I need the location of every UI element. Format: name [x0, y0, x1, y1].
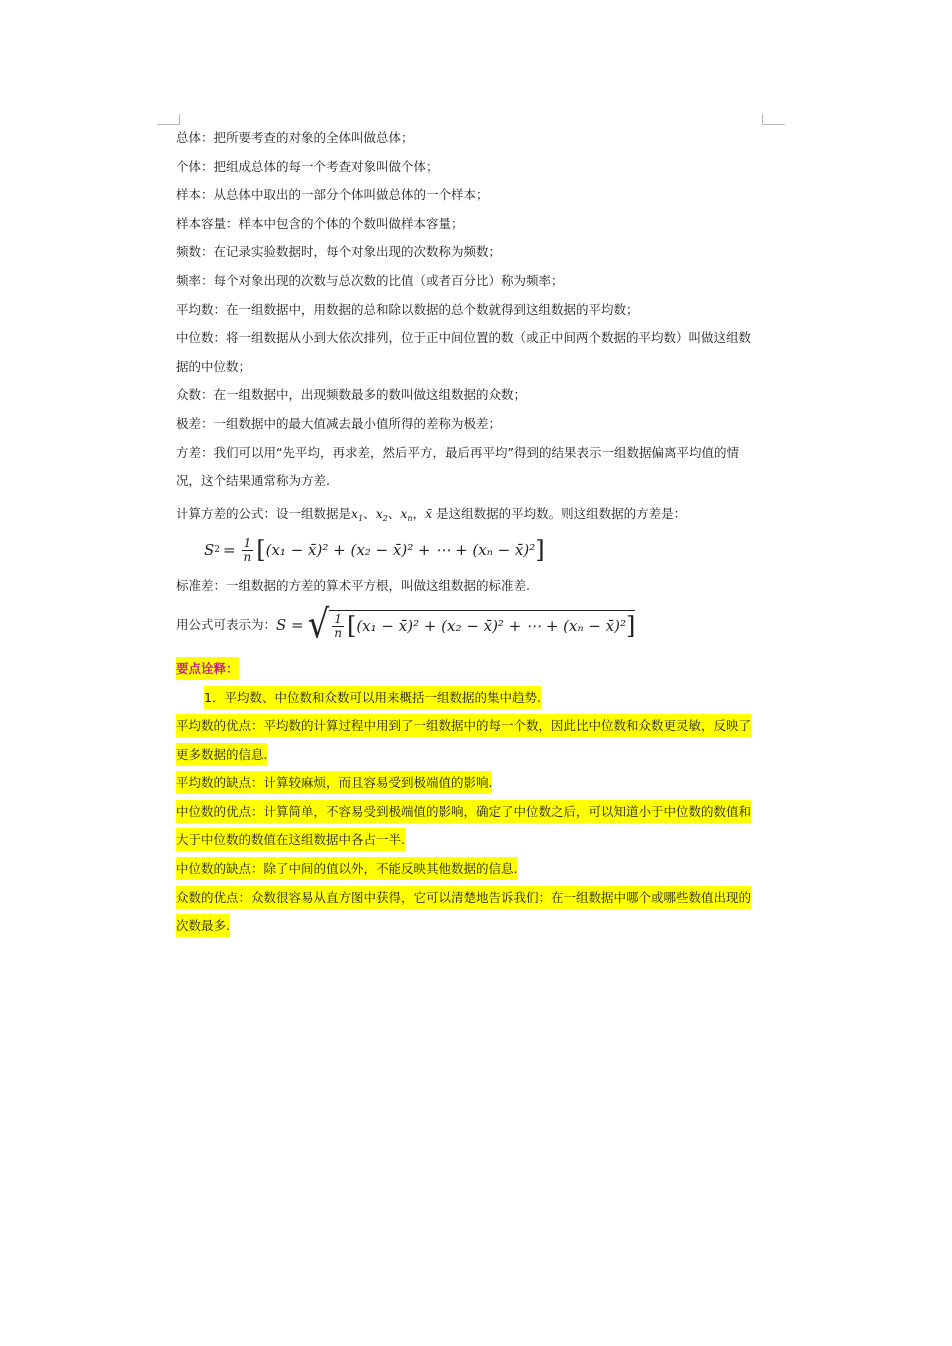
variance-formula-intro: 计算方差的公式：设一组数据是$x_1$、$x_2$、$x_n$，x̄ 是这组数据的平均数。则这组数据的方差是： — [176, 505, 687, 523]
std-formula-prefix: 用公式可表示为： — [176, 616, 277, 632]
sqrt-sign: √ $\frac{1}{n}$ [ (x₁ − x̄)² + (x₂ − x̄)² + ⋯ + (xₙ − x̄)² ] — [307, 601, 636, 648]
mean-disadvantage: 平均数的缺点：计算较麻烦，而且容易受到极端值的影响. — [176, 769, 768, 798]
key-point-1: 1．平均数、中位数和众数可以用来概括一组数据的集中趋势. — [176, 684, 768, 713]
variance-sum: (x₁ − x̄)² + (x₂ − x̄)² + ⋯ + (xₙ − x̄)² — [265, 541, 536, 560]
std-dev-definition: 标准差：一组数据的方差的算术平方根，叫做这组数据的标准差. — [176, 578, 530, 594]
std-dev-formula-row — [176, 601, 768, 649]
definition-median-line2: 据的中位数； — [176, 358, 252, 374]
median-advantage-line2: 大于中位数的数值在这组数据中各占一半. — [176, 826, 768, 855]
var-xn: $x_n$ — [400, 505, 413, 523]
document-page — [176, 124, 768, 941]
median-disadvantage: 中位数的缺点：除了中间的值以外，不能反映其他数据的信息. — [176, 855, 768, 884]
definition-frequency-rate: 频率：每个对象出现的次数与总次数的比值（或者百分比）称为频率； — [176, 272, 564, 288]
definition-frequency-count: 频数：在记录实验数据时，每个对象出现的次数称为频数； — [176, 244, 502, 260]
definition-median-line1: 中位数：将一组数据从小到大依次排列，位于正中间位置的数（或正中间两个数据的平均数）叫做这组数 — [176, 330, 752, 346]
definition-individual: 个体：把组成总体的每一个考查对象叫做个体； — [176, 158, 439, 174]
mode-advantage-line1: 众数的优点：众数很容易从直方图中获得，它可以清楚地告诉我们：在一组数据中哪个或哪些数值出现的 — [176, 884, 768, 913]
var-x2: $x_2$ — [375, 505, 388, 523]
definition-population: 总体：把所要考查的对象的全体叫做总体； — [176, 130, 414, 145]
variance-intro-suffix: 是这组数据的平均数。则这组数据的方差是： — [436, 505, 687, 521]
var-x1: $x_1$ — [351, 505, 364, 523]
std-dev-formula: S = √ $\frac{1}{n}$ [ (x₁ − x̄)² + (x₂ − x̄)² + ⋯ + (xₙ − x̄)² ] — [276, 601, 636, 648]
mode-advantage-line2: 次数最多. — [176, 912, 768, 941]
key-points-title: 要点诠释： — [176, 655, 768, 684]
mean-advantage-line2: 更多数据的信息. — [176, 741, 768, 770]
definition-sample: 样本：从总体中取出的一部分个体叫做总体的一个样本； — [176, 187, 489, 203]
median-advantage-line1: 中位数的优点：计算简单，不容易受到极端值的影响，确定了中位数之后，可以知道小于中位数的数值和 — [176, 798, 768, 827]
variance-formula: S 2 = $\frac{1}{n}$ [ (x₁ − x̄)² + (x₂ − x̄)² + ⋯ + (xₙ − x̄)² ] — [204, 535, 545, 565]
definition-variance-line1: 方差：我们可以用“先平均，再求差，然后平方，最后再平均”得到的结果表示一组数据偏离平均值的情 — [176, 444, 739, 460]
mean-advantage-line1: 平均数的优点：平均数的计算过程中用到了一组数据中的每一个数，因此比中位数和众数更灵敏，反映了 — [176, 712, 768, 741]
variance-fraction: $\frac{1}{n}$ — [243, 535, 252, 564]
definition-mode: 众数：在一组数据中，出现频数最多的数叫做这组数据的众数； — [176, 387, 527, 403]
definition-mean: 平均数：在一组数据中，用数据的总和除以数据的总个数就得到这组数据的平均数； — [176, 301, 639, 317]
definition-range: 极差：一组数据中的最大值减去最小值所得的差称为极差； — [176, 415, 502, 431]
var-xbar: x̄ — [425, 505, 433, 521]
definition-variance-line2: 况，这个结果通常称为方差. — [176, 473, 330, 489]
definition-sample-size: 样本容量：样本中包含的个体的个数叫做样本容量； — [176, 215, 464, 231]
variance-intro-prefix: 计算方差的公式：设一组数据是 — [176, 505, 352, 521]
